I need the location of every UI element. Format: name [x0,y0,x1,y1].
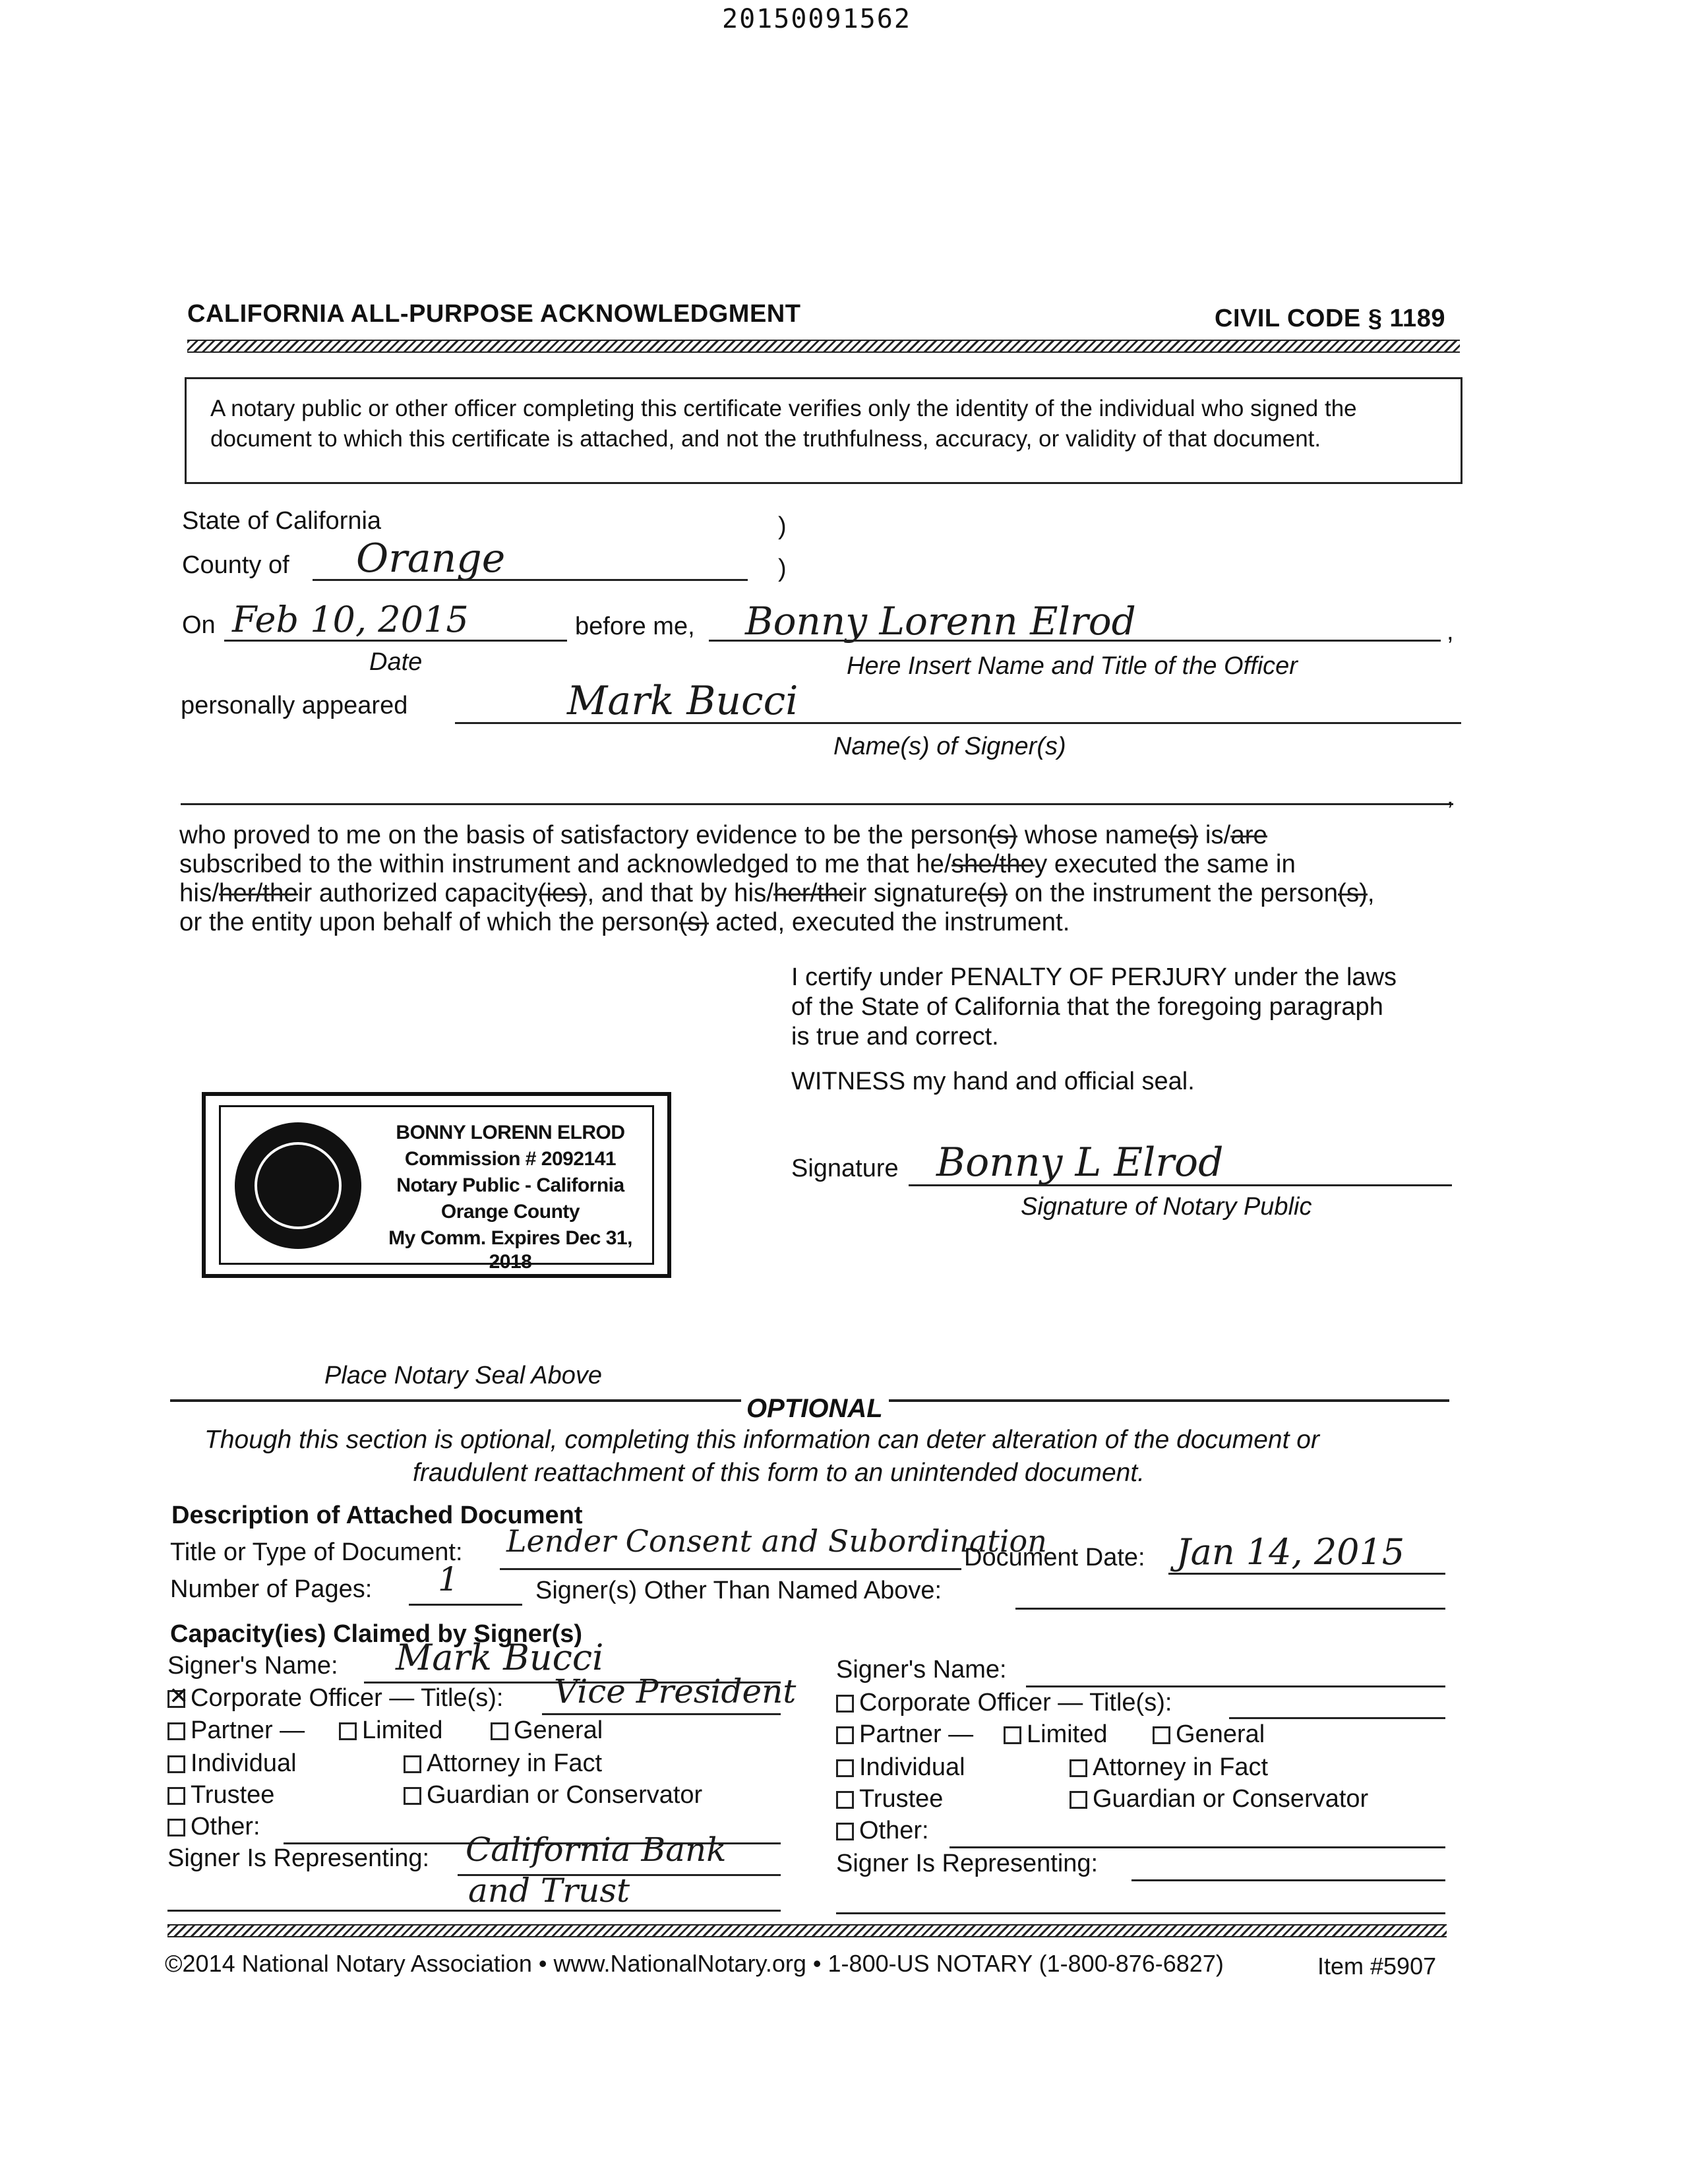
signer-2-guardian-checkbox[interactable] [1070,1791,1087,1809]
optional-heading: OPTIONAL [746,1394,883,1423]
optional-rule-right [889,1399,1449,1402]
optional-note-line-1: Though this section is optional, completing this information can deter alteration of the document or [204,1426,1319,1454]
number-of-pages-value: 1 [438,1560,459,1598]
signer-1-corporate-officer[interactable] [167,1684,503,1713]
civil-code: CIVIL CODE § 1189 [1215,305,1445,332]
signer-1-attorney[interactable] [404,1749,602,1778]
signer-caption: Name(s) of Signer(s) [833,733,1066,760]
signer-line-2 [181,803,1453,805]
signer-2-guardian-label: Guardian or Conservator [1093,1785,1369,1813]
personally-appeared-label: personally appeared [181,692,408,719]
signer-1-title-value: Vice President [554,1672,797,1711]
signer-1-individual[interactable] [167,1749,297,1778]
signer-2-title-line [1229,1717,1445,1719]
signer-1-guardian[interactable] [404,1780,702,1809]
signer-2-individual[interactable] [836,1753,965,1782]
witness-line: WITNESS my hand and official seal. [791,1068,1195,1095]
signer-2-general-label: General [1176,1720,1265,1748]
county-value: Orange [356,535,506,582]
signer-2-corporate-checkbox[interactable] [836,1695,854,1713]
signer-2-other[interactable] [836,1816,929,1845]
capacity-heading: Capacity(ies) Claimed by Signer(s) [170,1620,583,1648]
signer-1-corporate-checkbox[interactable] [167,1690,185,1708]
signer-2-name-label: Signer's Name: [836,1656,1007,1684]
signer-1-representing-line-2: and Trust [468,1871,630,1910]
county-line [313,579,748,581]
date-caption: Date [369,648,423,676]
signer-name-value: Mark Bucci [567,678,799,724]
signer-2-corporate-officer[interactable] [836,1688,1172,1717]
signer-2-general[interactable] [1153,1720,1265,1749]
seal-expires: My Comm. Expires Dec 31, 2018 [388,1227,632,1273]
signer-1-other-checkbox[interactable] [167,1819,185,1836]
state-label: State of California [182,507,382,535]
before-me-label: before me, [575,613,695,640]
signer-1-guardian-label: Guardian or Conservator [427,1781,703,1809]
proof-paragraph [179,821,1465,937]
notice-text: A notary public or other officer completing this certificate verifies only the identity of the individual who signed the document to which this certificate is attached, and not the truthfulness, accuracy, or validity of that document. [210,396,1357,452]
signer-1-partner-checkbox[interactable] [167,1722,185,1740]
signer-2-other-line [950,1846,1445,1848]
seal-county: Orange County [440,1201,580,1223]
signer-2-representing-rule-2 [836,1912,1445,1914]
seal-notary-name: BONNY LORENN ELROD [396,1122,625,1143]
proof-line-1: who proved to me on the basis of satisfactory evidence to be the person(s) whose name(s) is/are [179,821,1267,849]
certify-paragraph [791,963,1457,1052]
paren-2: ) [778,555,787,582]
signer-2-name-line [1026,1685,1445,1687]
signer-2-limited[interactable] [1004,1720,1108,1749]
signer-1-trustee-label: Trustee [191,1781,275,1809]
signer-1-general-label: General [514,1716,603,1744]
certify-line-1: I certify under PENALTY OF PERJURY under the laws [791,963,1397,991]
signer-1-individual-label: Individual [191,1749,297,1777]
number-of-pages-label: Number of Pages: [170,1575,373,1603]
signer-2-attorney-label: Attorney in Fact [1093,1753,1269,1781]
footer-item-number: Item #5907 [1317,1953,1437,1980]
number-of-pages-line [409,1604,522,1606]
signer-1-other-label: Other: [191,1813,260,1840]
signer-line [455,722,1461,724]
notary-signature-value: Bonny L Elrod [936,1139,1224,1186]
signer-1-guardian-checkbox[interactable] [404,1787,421,1805]
form-title: CALIFORNIA ALL-PURPOSE ACKNOWLEDGMENT [187,300,801,328]
signer-2-other-checkbox[interactable] [836,1823,854,1840]
signer-2-attorney[interactable] [1070,1753,1268,1782]
signer-1-individual-checkbox[interactable] [167,1755,185,1773]
signer-2-corporate-label: Corporate Officer — Title(s): [859,1689,1172,1716]
proof-line-4: or the entity upon behalf of which the person(s) acted, executed the instrument. [179,908,1070,936]
certify-line-3: is true and correct. [791,1023,999,1050]
signer-2-trustee[interactable] [836,1784,943,1813]
other-signers-label: Signer(s) Other Than Named Above: [535,1577,942,1604]
signer-1-representing-line-1: California Bank [466,1831,727,1869]
place-seal-label: Place Notary Seal Above [324,1362,603,1389]
on-label: On [182,611,216,639]
signer-1-partner[interactable] [167,1716,305,1745]
other-signers-line [1015,1608,1445,1610]
officer-caption: Here Insert Name and Title of the Officer [847,652,1298,680]
signer-2-guardian[interactable] [1070,1784,1368,1813]
signer-2-individual-label: Individual [859,1753,965,1781]
document-date-line [1168,1573,1445,1575]
signer-1-trustee[interactable] [167,1780,274,1809]
signer-1-general-checkbox[interactable] [491,1722,508,1740]
certify-line-2: of the State of California that the foregoing paragraph [791,993,1383,1021]
signer-2-limited-checkbox[interactable] [1004,1726,1021,1744]
notice-box [185,377,1462,484]
signer-2-attorney-checkbox[interactable] [1070,1759,1087,1777]
document-date-value: Jan 14, 2015 [1176,1531,1405,1573]
signer-2-trustee-checkbox[interactable] [836,1791,854,1809]
optional-note-line-2: fraudulent reattachment of this form to an unintended document. [413,1459,1145,1487]
signer-1-limited[interactable] [339,1716,443,1745]
signer-1-representing-rule-2 [167,1910,781,1912]
officer-line [709,640,1441,642]
title-of-document-value: Lender Consent and Subordination [506,1523,1047,1559]
header-border [187,340,1460,353]
footer-copyright: ©2014 National Notary Association • www.NationalNotary.org • 1-800-US NOTARY (1-800-876-6827) [165,1950,1224,1977]
proof-line-3: his/her/their authorized capacity(ies), and that by his/her/their signature(s) on the instrument the person(s), [179,879,1375,907]
title-of-document-label: Title or Type of Document: [170,1538,463,1566]
officer-name-value: Bonny Lorenn Elrod [745,599,1136,644]
signer-2-partner-label: Partner — [859,1720,974,1748]
document-date-label: Document Date: [964,1544,1145,1571]
county-label: County of [182,551,289,579]
signer-1-title-line [542,1713,781,1715]
signer-2-representing-rule-1 [1131,1879,1445,1881]
signer-2-partner-checkbox[interactable] [836,1726,854,1744]
paren-1: ) [778,512,787,540]
signer-line-2-comma: , [1447,783,1454,810]
title-of-document-line [500,1568,961,1570]
signature-line [909,1184,1452,1186]
signer-2-general-checkbox[interactable] [1153,1726,1170,1744]
signer-1-corporate-label: Corporate Officer — Title(s): [191,1684,504,1712]
signer-1-other[interactable] [167,1812,260,1841]
signer-2-representing-label: Signer Is Representing: [836,1850,1099,1877]
signer-1-limited-checkbox[interactable] [339,1722,357,1740]
signature-label: Signature [791,1155,899,1182]
optional-rule-left [170,1399,741,1402]
signer-1-general[interactable] [491,1716,603,1745]
proof-line-2: subscribed to the within instrument and acknowledged to me that he/she/they executed the same in [179,850,1296,878]
officer-comma: , [1447,618,1454,646]
signer-2-individual-checkbox[interactable] [836,1759,854,1777]
seal-title: Notary Public - California [396,1174,624,1196]
signer-1-trustee-checkbox[interactable] [167,1787,185,1805]
footer-border [167,1924,1447,1937]
signer-2-limited-label: Limited [1027,1720,1108,1748]
state-seal-icon [235,1122,361,1249]
signer-2-partner[interactable] [836,1720,973,1749]
signer-1-name-label: Signer's Name: [167,1652,338,1680]
signer-1-name-value: Mark Bucci [396,1637,604,1678]
signer-1-partner-label: Partner — [191,1716,305,1744]
seal-commission: Commission # 2092141 [404,1148,617,1170]
signer-1-limited-label: Limited [362,1716,443,1744]
date-line [224,640,567,642]
signer-1-attorney-checkbox[interactable] [404,1755,421,1773]
signature-caption: Signature of Notary Public [1021,1193,1312,1221]
recording-number: 20150091562 [722,4,911,34]
signer-2-other-label: Other: [859,1817,929,1844]
description-heading: Description of Attached Document [171,1502,583,1529]
notary-seal [202,1092,671,1278]
signer-1-attorney-label: Attorney in Fact [427,1749,603,1777]
signer-2-trustee-label: Trustee [859,1785,944,1813]
signer-1-representing-label: Signer Is Representing: [167,1844,430,1872]
date-value: Feb 10, 2015 [232,599,469,640]
